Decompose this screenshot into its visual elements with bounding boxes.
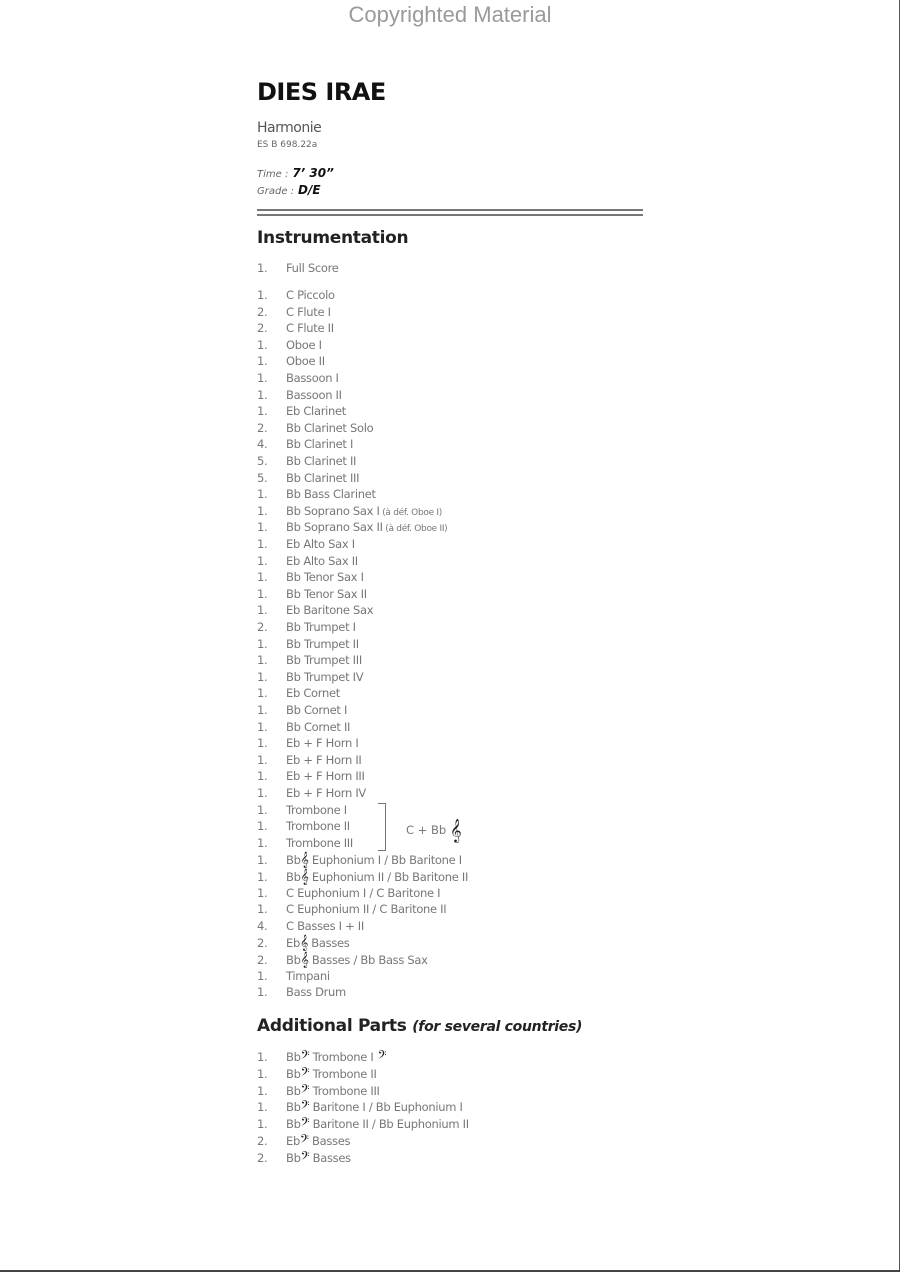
part-row — [257, 305, 331, 321]
part-name: C Flute I — [286, 304, 331, 319]
part-qty: 1. — [257, 1117, 268, 1132]
part-row — [257, 487, 376, 503]
part-name: Eb Clarinet — [286, 404, 346, 419]
part-name: Bb — [286, 1100, 301, 1115]
additional-heading-note: (for several countries) — [412, 1019, 583, 1035]
part-qty: 1. — [257, 1050, 268, 1064]
part-row — [257, 653, 362, 669]
part-note: (à déf. Oboe II) — [382, 524, 448, 535]
divider-rule — [257, 214, 643, 216]
part-name: Full Score — [286, 261, 339, 275]
part-row — [257, 504, 442, 520]
part-row — [257, 421, 373, 437]
clef-icon: 𝄢 — [300, 1082, 310, 1099]
part-name: Bb Bass Clarinet — [286, 487, 376, 502]
part-name: Eb + F Horn II — [286, 752, 362, 767]
clef-icon: 𝄞 — [300, 852, 309, 869]
part-name: C Flute II — [286, 321, 334, 336]
part-row — [257, 1066, 377, 1082]
part-qty: 1. — [257, 586, 268, 601]
part-qty: 1. — [257, 553, 268, 568]
part-name-rest: Baritone II / Bb Euphonium II — [309, 1117, 469, 1132]
part-name: Bb — [286, 853, 301, 868]
page-title: DIES IRAE — [257, 78, 386, 106]
part-name: C Basses I + II — [286, 918, 364, 933]
time-line — [257, 166, 334, 180]
part-qty: 2. — [257, 304, 268, 319]
part-qty: 1. — [257, 337, 268, 352]
part-name: Timpani — [286, 968, 330, 983]
part-name: Bb Clarinet I — [286, 437, 354, 452]
part-name: Bb Clarinet II — [286, 454, 357, 468]
part-row — [257, 520, 447, 536]
part-row — [257, 1099, 463, 1115]
part-qty: 1. — [257, 870, 268, 884]
part-qty: 1. — [257, 653, 268, 668]
part-row — [257, 670, 363, 686]
part-name: Bb — [286, 870, 301, 884]
part-qty: 1. — [257, 1083, 268, 1098]
part-qty: 1. — [257, 487, 268, 502]
part-name: Eb + F Horn IV — [286, 786, 366, 800]
part-name-rest: Euphonium II / Bb Baritone II — [308, 870, 469, 884]
catalog-code: ES B 698.22a — [257, 140, 318, 150]
part-qty: 1. — [257, 404, 268, 419]
part-qty: 4. — [257, 918, 268, 933]
part-name: Bb Soprano Sax II — [286, 520, 383, 535]
part-row — [257, 570, 364, 586]
part-name-rest: Basses — [309, 1150, 351, 1165]
part-name-rest: Basses — [307, 936, 350, 951]
part-name: Eb Alto Sax I — [286, 537, 355, 551]
part-row — [257, 935, 350, 951]
part-row — [257, 371, 339, 387]
part-qty: 4. — [257, 437, 268, 452]
part-qty: 1. — [257, 520, 268, 535]
part-qty: 1. — [257, 853, 268, 868]
part-row — [257, 969, 330, 985]
part-qty: 1. — [257, 752, 268, 767]
divider-rule — [257, 209, 643, 211]
part-name: Eb + F Horn I — [286, 736, 359, 751]
clef-icon: 𝄢 — [300, 1116, 310, 1133]
part-row — [257, 1083, 380, 1099]
part-row — [257, 753, 362, 769]
part-qty: 2. — [257, 620, 268, 634]
part-qty: 1. — [257, 902, 268, 917]
part-name-rest: Trombone II — [309, 1066, 377, 1081]
part-row — [257, 769, 365, 785]
part-qty: 1. — [257, 835, 268, 850]
part-name: Bassoon I — [286, 371, 339, 385]
treble-clef-icon: 𝄞 — [449, 818, 462, 842]
additional-heading-text: Additional Parts — [257, 1016, 407, 1036]
part-qty: 1. — [257, 603, 268, 618]
part-row — [257, 1133, 350, 1149]
part-row — [257, 354, 325, 370]
part-row — [257, 1116, 469, 1132]
part-qty: 1. — [257, 802, 268, 817]
clef-icon: 𝄢 — [300, 1049, 310, 1065]
part-row — [257, 471, 359, 487]
part-name-rest: Trombone I — [309, 1050, 374, 1064]
part-qty: 2. — [257, 953, 268, 967]
clef-icon: 𝄢 — [300, 1149, 310, 1166]
trombone-bracket — [378, 803, 386, 851]
part-name: Bb Trumpet IV — [286, 669, 364, 684]
clef-icon: 𝄢 — [300, 1099, 310, 1116]
part-name-rest: Baritone I / Bb Euphonium I — [309, 1100, 463, 1115]
part-name: Bb — [286, 1050, 301, 1064]
part-qty: 1. — [257, 537, 268, 551]
part-row — [257, 587, 367, 603]
part-name: Bb — [286, 953, 301, 967]
part-name-rest: Basses — [308, 1134, 351, 1148]
grade-label: Grade : — [257, 186, 295, 197]
part-qty: 2. — [257, 936, 268, 951]
part-name: Bb — [286, 1117, 301, 1132]
part-name: C Euphonium I / C Baritone I — [286, 885, 441, 900]
part-row — [257, 686, 340, 702]
part-name: Eb + F Horn III — [286, 769, 365, 784]
part-name: Bassoon II — [286, 387, 342, 402]
part-name: Bb Trumpet III — [286, 653, 362, 668]
part-row — [257, 803, 347, 819]
instrumentation-heading: Instrumentation — [257, 228, 409, 248]
part-row — [257, 919, 364, 935]
grade-value: D/E — [298, 183, 321, 197]
part-row — [257, 736, 358, 752]
part-name: Bb Tenor Sax II — [286, 586, 367, 601]
part-qty: 1. — [257, 1100, 268, 1115]
part-row — [257, 603, 373, 619]
part-name: Eb Cornet — [286, 686, 340, 701]
additional-parts-heading — [257, 1016, 582, 1036]
part-qty: 1. — [257, 719, 268, 734]
part-row — [257, 836, 353, 852]
part-row — [257, 288, 335, 304]
part-row — [257, 1049, 386, 1065]
part-name: Bb Trumpet II — [286, 636, 359, 651]
part-qty: 1. — [257, 354, 268, 369]
clef-icon: 𝄢 — [299, 1133, 309, 1149]
part-name-rest: Euphonium I / Bb Baritone I — [308, 853, 462, 868]
part-qty: 1. — [257, 387, 268, 402]
part-qty: 1. — [257, 288, 268, 302]
part-row — [257, 869, 468, 885]
part-qty: 1. — [257, 736, 268, 751]
part-row — [257, 952, 428, 968]
part-name: Eb Baritone Sax — [286, 603, 374, 618]
part-row — [257, 454, 356, 470]
part-name: Bb Trumpet I — [286, 620, 356, 634]
time-value: 7’ 30” — [292, 166, 334, 180]
part-qty: 1. — [257, 261, 268, 275]
part-qty: 2. — [257, 321, 268, 336]
part-row — [257, 338, 322, 354]
part-qty: 5. — [257, 454, 268, 468]
part-row — [257, 388, 342, 404]
part-qty: 1. — [257, 570, 268, 585]
part-qty: 1. — [257, 769, 268, 784]
part-row — [257, 1150, 351, 1166]
part-row — [257, 902, 446, 918]
part-row — [257, 852, 462, 868]
part-qty: 1. — [257, 636, 268, 651]
trombone-group-text: C + Bb — [406, 823, 447, 837]
part-qty: 1. — [257, 703, 268, 717]
part-name: Eb — [286, 1134, 300, 1148]
part-name: C Piccolo — [286, 288, 335, 302]
part-qty: 1. — [257, 968, 268, 983]
part-qty: 1. — [257, 985, 268, 1000]
part-qty: 2. — [257, 1134, 268, 1148]
part-name: Bb Tenor Sax I — [286, 570, 364, 585]
part-qty: 1. — [257, 371, 268, 385]
clef-icon: 𝄢 — [300, 1065, 310, 1082]
trombone-group-label — [406, 818, 462, 842]
part-name: Bb Cornet II — [286, 719, 351, 734]
part-row — [257, 720, 350, 736]
part-row — [257, 620, 356, 636]
part-name: Bb — [286, 1066, 301, 1081]
full-score-row — [257, 261, 339, 277]
part-name: Bb — [286, 1150, 301, 1165]
clef-icon: 𝄞 — [300, 952, 309, 968]
clef-icon: 𝄞 — [300, 869, 309, 885]
part-name: Bb — [286, 1083, 301, 1098]
part-row — [257, 886, 440, 902]
part-name-rest: Basses / Bb Bass Sax — [308, 953, 428, 967]
part-qty: 1. — [257, 686, 268, 701]
part-qty: 1. — [257, 503, 268, 518]
part-qty: 1. — [257, 1066, 268, 1081]
part-qty: 1. — [257, 786, 268, 800]
part-qty: 2. — [257, 420, 268, 435]
part-name: Bass Drum — [286, 985, 346, 1000]
part-name: Trombone I — [286, 802, 347, 817]
part-qty: 1. — [257, 669, 268, 684]
part-row — [257, 985, 346, 1001]
part-qty: 1. — [257, 885, 268, 900]
part-qty: 5. — [257, 470, 268, 485]
part-name-rest: Trombone III — [309, 1083, 380, 1098]
grade-line — [257, 183, 321, 197]
part-name: Bb Soprano Sax I — [286, 503, 380, 518]
part-note: (à déf. Oboe I) — [379, 507, 442, 518]
part-name: Bb Clarinet Solo — [286, 420, 374, 435]
part-name: Eb — [286, 936, 300, 951]
part-name: Eb Alto Sax II — [286, 553, 358, 568]
part-row — [257, 637, 359, 653]
part-row — [257, 819, 350, 835]
part-name: Trombone II — [286, 819, 350, 834]
part-qty: 1. — [257, 819, 268, 834]
part-row — [257, 786, 366, 802]
part-name: Bb Clarinet III — [286, 470, 360, 485]
part-row — [257, 321, 334, 337]
part-name: Oboe II — [286, 354, 325, 369]
part-row — [257, 537, 355, 553]
part-row — [257, 404, 346, 420]
part-name: C Euphonium II / C Baritone II — [286, 902, 447, 917]
part-row — [257, 554, 358, 570]
bass-clef-icon: 𝄢 — [373, 1049, 387, 1065]
part-name: Bb Cornet I — [286, 703, 348, 717]
clef-icon: 𝄞 — [299, 935, 308, 952]
time-label: Time : — [257, 169, 289, 180]
part-row — [257, 437, 353, 453]
subtitle: Harmonie — [257, 120, 322, 136]
part-name: Oboe I — [286, 337, 322, 352]
part-row — [257, 703, 347, 719]
copyright-watermark: Copyrighted Material — [348, 2, 552, 27]
part-name: Trombone III — [286, 835, 353, 850]
part-qty: 2. — [257, 1150, 268, 1165]
